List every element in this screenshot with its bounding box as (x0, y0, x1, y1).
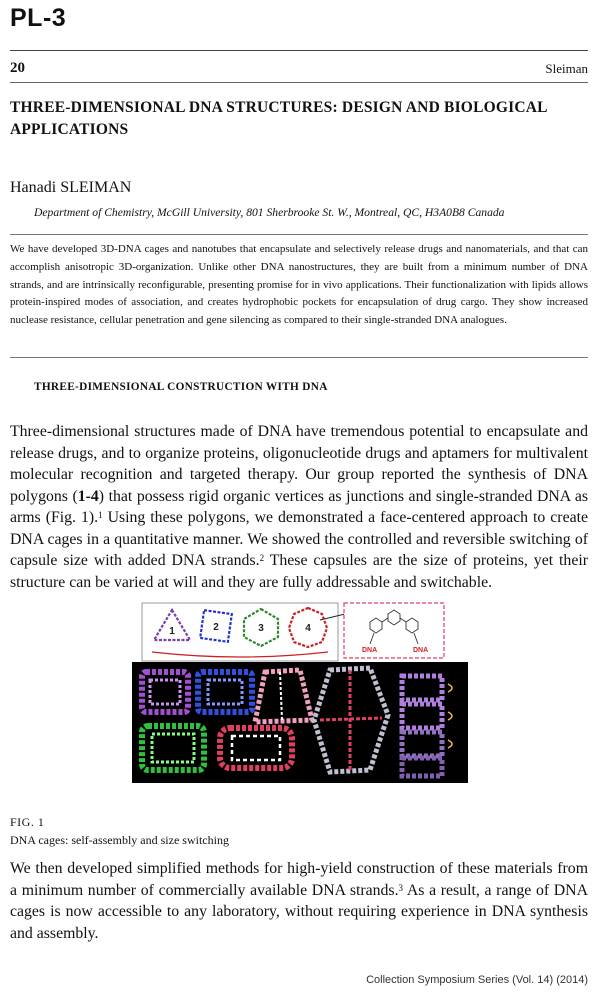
dna-label-left: DNA (362, 647, 378, 654)
subheader-rule (10, 82, 588, 83)
header-rule (10, 50, 588, 51)
svg-text:1: 1 (169, 626, 175, 637)
page-number: 20 (10, 60, 25, 76)
abstract-top-rule (10, 234, 588, 235)
abstract-bottom-rule (10, 357, 588, 358)
citation-2: 2 (259, 553, 265, 563)
abstract: We have developed 3D-DNA cages and nanotubes that encapsulate and selectively release drugs and nanomaterials, and that can accomplish anisotropic 3D-organization. Unlike other DNA nanostructures, they are built from a minimum number of DNA strands, and are intrinsically reconfigurable, presenting promise for in vivo applications. Their functionalization with lipids allows protein-inspired modes of association, and creates hydrophobic pockets for encapsulation of drug cargo. They show increased nuclease resistance, cellular penetration and gene silencing as compared to their single-stranded DNA analogues. (10, 243, 588, 327)
dna-label-right: DNA (413, 647, 429, 654)
svg-text:3: 3 (258, 623, 264, 634)
vertex-box (344, 603, 444, 658)
citation-3: 3 (398, 882, 404, 893)
running-head: Sleiman (545, 61, 588, 76)
document-code: PL-3 (10, 4, 67, 32)
figure-1-image (130, 600, 470, 785)
footer-series: Collection Symposium Series (Vol. 14) (2014) (366, 974, 588, 986)
section-heading: THREE-DIMENSIONAL CONSTRUCTION WITH DNA (34, 381, 328, 393)
article-title: THREE-DIMENSIONAL DNA STRUCTURES: DESIGN AND BIOLOGICAL APPLICATIONS (10, 99, 547, 138)
dna-cage-illustration (130, 600, 470, 785)
author-name: Hanadi SLEIMAN (10, 179, 132, 196)
citation-1: 1 (98, 510, 103, 520)
figure-caption: DNA cages: self-assembly and size switching (10, 833, 229, 847)
compound-range: 1-4 (77, 487, 99, 505)
body-paragraph-2: We then developed simplified methods for high-yield construction of these materials from a minimum number of commercially available DNA strands.$^3$ As a result, a range of DNA cages is now accessible to any laboratory, without requiring experience in DNA synthesis and assembly. (10, 860, 588, 942)
body-paragraph-1: Three-dimensional structures made of DNA have tremendous potential to encapsulate and release drugs, and to organize proteins, oligonucleotide drugs and aptamers for multivalent molecular recognition and targeted therapy. Our group reported the synthesis of DNA polygons (1-4) that possess rigid organic vertices as junctions and single-stranded DNA as arms (Fig. 1).$^1$ Using these polygons, we demonstrated a face-centered approach to create DNA cages in a quantitative manner. We showed the controlled and reversible switching of capsule size with added DNA strands.$^2$ These capsules are the size of proteins, yet their structure can be varied at will and they are fully addressable and switchable. (10, 423, 589, 591)
svg-text:4: 4 (305, 623, 311, 634)
svg-text:2: 2 (213, 622, 219, 633)
figure-label: FIG. 1 (10, 815, 45, 829)
affiliation: Department of Chemistry, McGill University, 801 Sherbrooke St. W., Montreal, QC, H3A0B8 Canada (34, 206, 505, 219)
